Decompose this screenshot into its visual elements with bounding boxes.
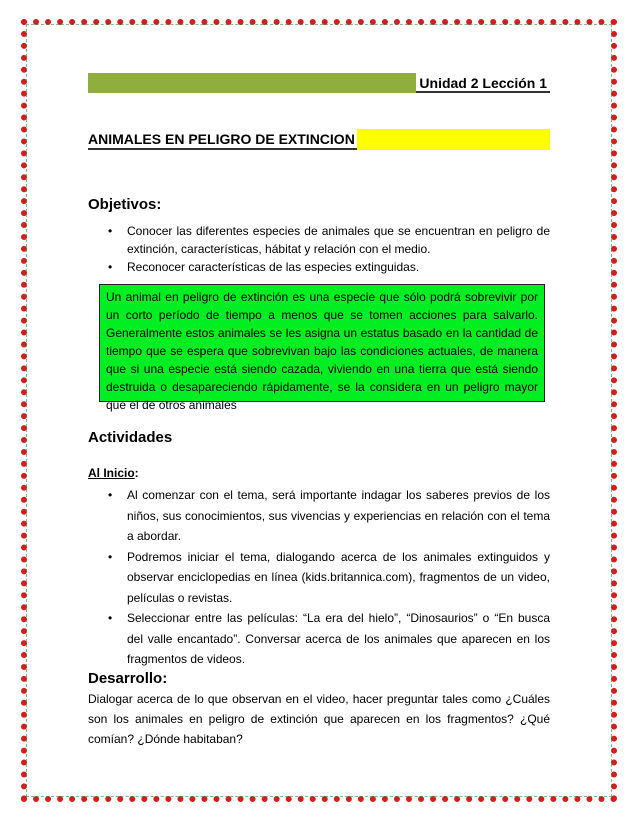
- actividades-list: [99, 485, 550, 670]
- inicio-colon: :: [134, 466, 139, 480]
- definition-box: Un animal en peligro de extinción es una especie que sólo podrá sobrevivir por un corto período de tiempo a menos que se tomen acciones para salvarlo. Generalmente estos animales se les asigna un estatus basado en la cantidad de tiempo que se espera que sobrevivan bajo las condiciones actuales, de manera que si una especie está siendo cazada, viviendo en una tierra que está siendo destruida o desapareciendo rápidamente, se la considera en un peligro mayor que el de otros animales: [99, 284, 545, 402]
- objetivo-item: • Conocer las diferentes especies de animales que se encuentran en peligro de extinción, características, hábitat y relación con el medio.: [99, 222, 550, 258]
- actividades-heading: Actividades: [88, 429, 173, 446]
- objetivos-heading: Objetivos:: [88, 196, 162, 213]
- inicio-label: Al Inicio: [88, 466, 135, 480]
- objetivos-list: [99, 222, 550, 276]
- actividad-item: • Seleccionar entre las películas: “La era del hielo”, “Dinosaurios” o “En busca del valle encantado”. Conversar acerca de los animales que aparecen en los fragmentos de videos.: [99, 608, 550, 670]
- desarrollo-heading: Desarrollo:: [88, 670, 168, 687]
- objetivo-item: • Reconocer características de las especies extinguidas.: [99, 258, 550, 276]
- unit-label: Unidad 2 Lección 1: [416, 73, 550, 93]
- inicio-subheading: [88, 466, 139, 480]
- title-bar: [88, 129, 550, 150]
- desarrollo-paragraph: Dialogar acerca de lo que observan en el video, hacer preguntar tales como ¿Cuáles son los animales en peligro de extinción que aparecen en los fragmentos? ¿Qué comían? ¿Dónde habitaban?: [88, 692, 550, 746]
- page-title: ANIMALES EN PELIGRO DE EXTINCION: [88, 129, 357, 150]
- unit-header-bar: [88, 73, 550, 93]
- actividad-item: • Al comenzar con el tema, será importante indagar los saberes previos de los niños, sus conocimientos, sus vivencias y experiencias en relación con el tema a abordar.: [99, 485, 550, 547]
- actividad-item: • Podremos iniciar el tema, dialogando acerca de los animales extinguidos y observar enciclopedias en línea (kids.britannica.com), fragmentos de un video, películas o revistas.: [99, 547, 550, 609]
